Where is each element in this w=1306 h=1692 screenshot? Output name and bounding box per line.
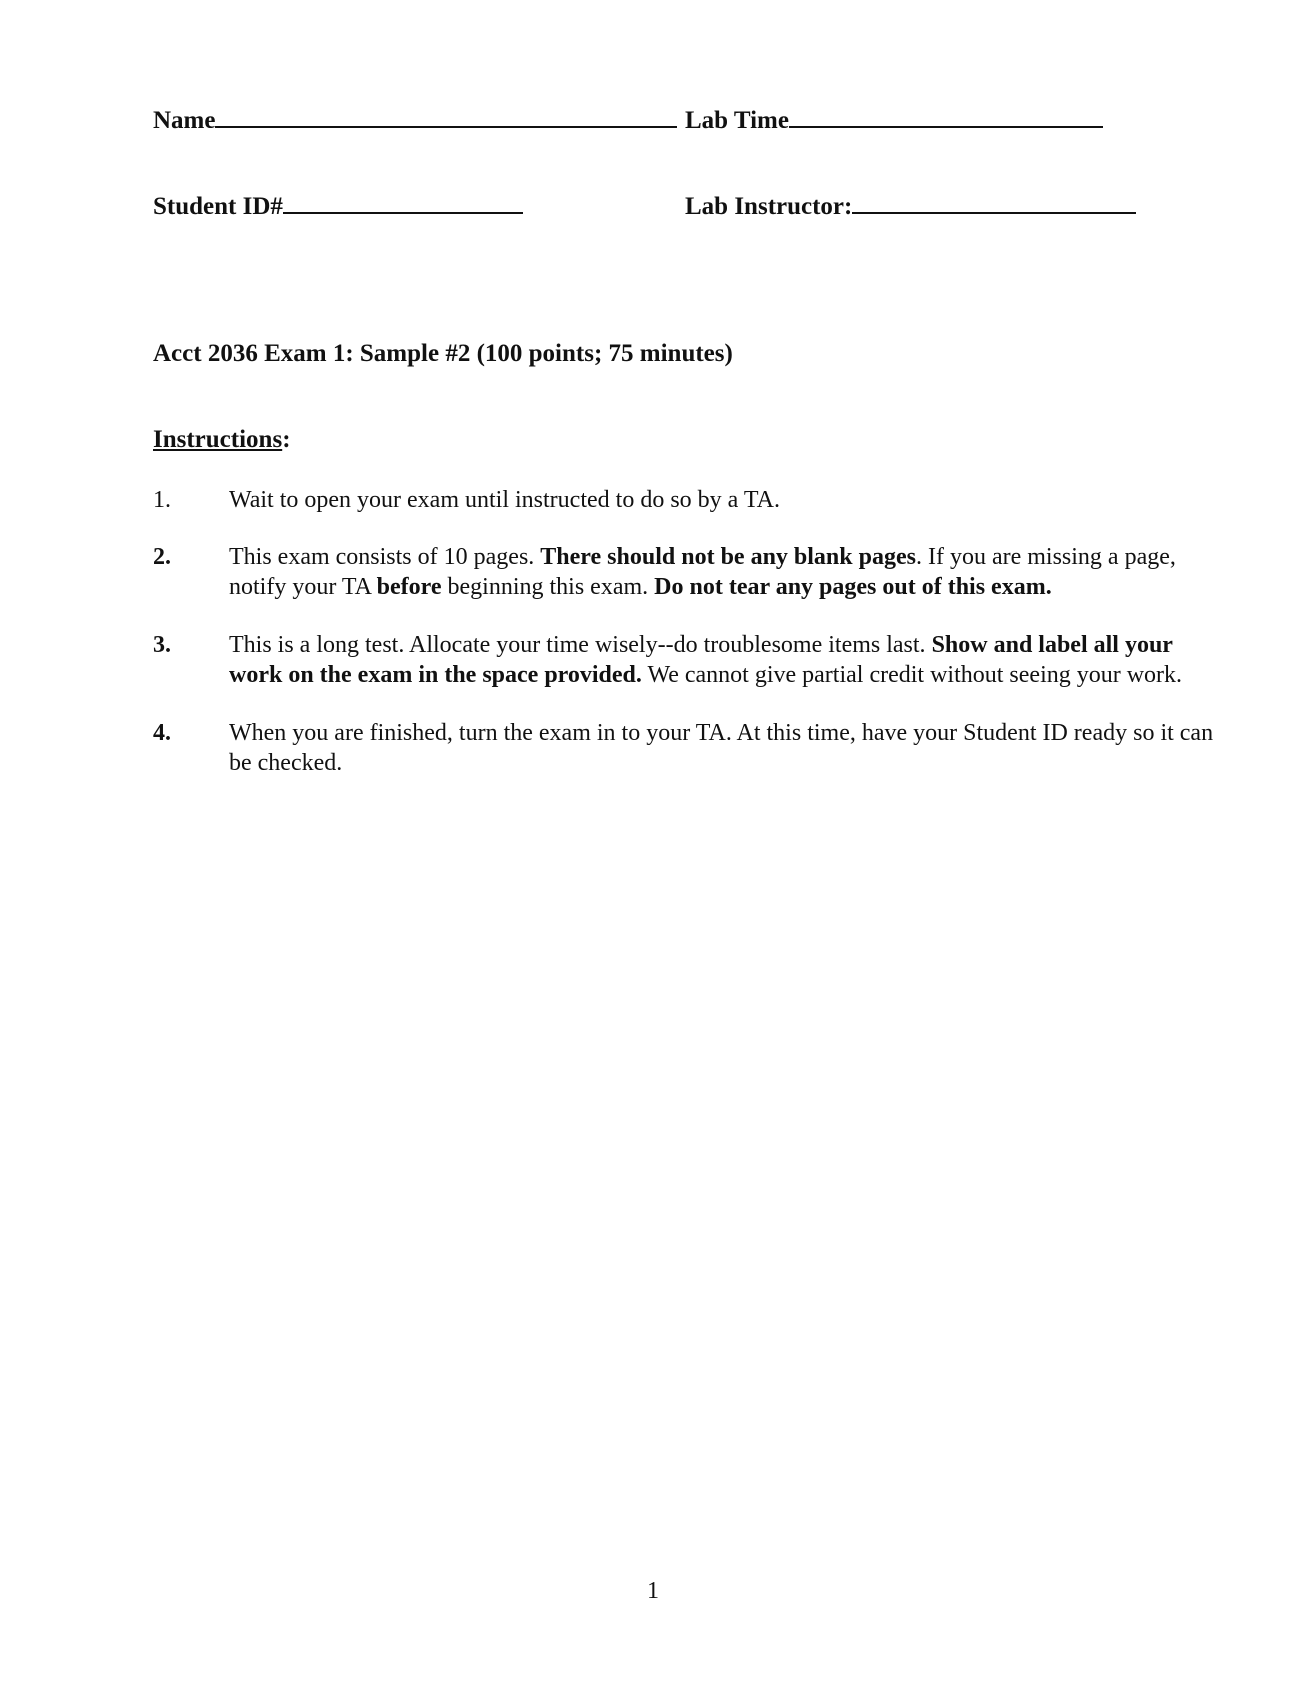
instructions-heading-text: Instructions <box>153 426 283 453</box>
student-id-label: Student ID# <box>153 193 283 220</box>
instruction-segment-bold: Show and label all your work on the exam in the space provided. <box>229 632 1173 688</box>
instruction-segment: beginning this exam. <box>441 574 655 600</box>
instruction-number: 4. <box>153 720 171 746</box>
lab-instructor-blank[interactable] <box>852 190 1136 214</box>
instruction-number: 3. <box>153 632 171 658</box>
student-id-field <box>153 190 523 221</box>
instruction-segment: We cannot give partial credit without seeing your work. <box>641 662 1183 688</box>
instruction-number: 1. <box>153 487 171 513</box>
instruction-text <box>229 630 1229 690</box>
instruction-segment: When you are finished, turn the exam in to your TA. At this time, have your Student ID ready so it can be checked. <box>229 720 1214 776</box>
instruction-segment-bold: There should not be any blank pages <box>540 544 916 570</box>
name-label: Name <box>153 107 216 134</box>
instruction-text <box>229 718 1229 778</box>
name-blank[interactable] <box>215 104 677 128</box>
instruction-segment-bold: before <box>376 574 442 600</box>
instruction-segment: . If you are missing a page, notify your TA <box>229 544 1176 600</box>
lab-time-label: Lab Time <box>685 107 789 134</box>
instructions-heading-colon: : <box>282 426 291 453</box>
instruction-text <box>229 542 1229 602</box>
lab-instructor-label: Lab Instructor: <box>685 193 853 220</box>
lab-time-blank[interactable] <box>789 104 1103 128</box>
exam-title: Acct 2036 Exam 1: Sample #2 (100 points; 75 minutes) <box>153 340 733 367</box>
instruction-segment: This is a long test. Allocate your time wisely--do troublesome items last. <box>229 632 932 658</box>
lab-instructor-field <box>685 190 1136 221</box>
page-number: 1 <box>647 1578 659 1604</box>
name-field <box>153 104 677 135</box>
instruction-text <box>229 485 1229 515</box>
instruction-segment: This exam consists of 10 pages. <box>229 544 541 570</box>
instruction-segment: Wait to open your exam until instructed to do so by a TA. <box>229 487 780 513</box>
instruction-number: 2. <box>153 544 171 570</box>
lab-time-field <box>685 104 1103 135</box>
instructions-heading <box>153 426 291 454</box>
student-id-blank[interactable] <box>283 190 523 214</box>
instruction-segment-bold: Do not tear any pages out of this exam. <box>654 574 1052 600</box>
